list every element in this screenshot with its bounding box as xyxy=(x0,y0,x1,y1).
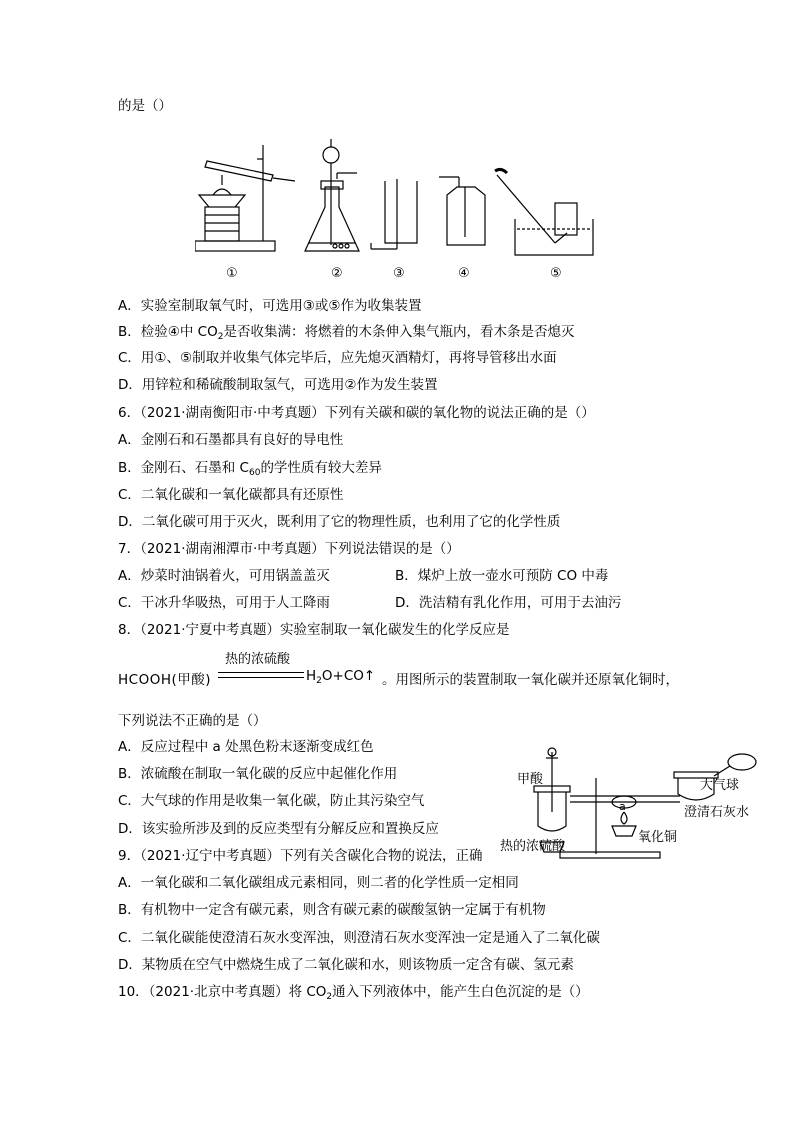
figure-label-2: ② xyxy=(331,266,343,281)
q6-option-d: D．二氧化碳可用于灭火，既利用了它的物理性质，也利用了它的化学性质 xyxy=(118,514,561,530)
fig-label-copper-oxide: 氧化铜 xyxy=(638,830,678,845)
fig-label-limewater: 澄清石灰水 xyxy=(684,805,750,820)
q5-apparatus-figure xyxy=(195,135,615,285)
q5-option-b: B．检验④中 $CO_2$是否收集满：将燃着的木条伸入集气瓶内，看木条是否熄灭 xyxy=(118,324,575,342)
fig-label-a: a xyxy=(619,800,626,813)
q6-option-a: A．金刚石和石墨都具有良好的导电性 xyxy=(118,432,344,448)
figure-label-3: ③ xyxy=(393,266,405,281)
q6-option-c: C．二氧化碳和一氧化碳都具有还原性 xyxy=(118,487,344,503)
q8-stem: 8．（2021·宁夏中考真题）实验室制取一氧化碳发生的化学反应是 xyxy=(118,622,510,638)
q8-equation xyxy=(118,648,718,688)
q8-stem2: 下列说法不正确的是（） xyxy=(118,713,267,729)
figure-label-1: ① xyxy=(226,266,238,281)
q7-option-b: B．煤炉上放一壶水可预防 CO 中毒 xyxy=(395,568,609,584)
q6-stem: 6．（2021·湖南衡阳市·中考真题）下列有关碳和碳的氧化物的说法正确的是（） xyxy=(118,405,595,421)
fig-label-formic-acid: 甲酸 xyxy=(517,772,544,787)
q9-option-a: A．一氧化碳和二氧化碳组成元素相同，则二者的化学性质一定相同 xyxy=(118,875,519,891)
eq-left: HCOOH(甲酸) xyxy=(118,672,212,688)
q7-option-c: C．干冰升华吸热，可用于人工降雨 xyxy=(118,595,330,611)
q5-option-a: A．实验室制取氧气时，可选用③或⑤作为收集装置 xyxy=(118,298,422,314)
figure-label-5: ⑤ xyxy=(550,266,562,281)
q8-option-c: C．大气球的作用是收集一氧化碳，防止其污染空气 xyxy=(118,793,425,809)
q5-option-d: D．用锌粒和稀硫酸制取氢气，可选用②作为发生装置 xyxy=(118,377,438,393)
q7-stem: 7．（2021·湖南湘潭市·中考真题）下列说法错误的是（） xyxy=(118,541,460,557)
q5-stem-tail: 的是（） xyxy=(118,98,172,114)
q8-option-b: B．浓硫酸在制取一氧化碳的反应中起催化作用 xyxy=(118,766,398,782)
fig-label-balloon: 大气球 xyxy=(700,778,740,793)
q9-option-d: D．某物质在空气中燃烧生成了二氧化碳和水，则该物质一定含有碳、氢元素 xyxy=(118,957,574,973)
eq-right: $H_2O+CO↑$ xyxy=(306,668,376,686)
q6-option-b: B．金刚石、石墨和 $C_{60}$的学性质有较大差异 xyxy=(118,460,382,478)
q8-option-a: A．反应过程中 a 处黑色粉末逐渐变成红色 xyxy=(118,739,374,755)
eq-condition: 热的浓硫酸 xyxy=(225,652,291,667)
q8-option-d: D．该实验所涉及到的反应类型有分解反应和置换反应 xyxy=(118,821,439,837)
eq-arrow xyxy=(218,672,304,678)
q7-option-a: A．炒菜时油锅着火，可用锅盖盖灭 xyxy=(118,568,330,584)
q9-stem: 9．（2021·辽宁中考真题）下列有关含碳化合物的说法，正确 xyxy=(118,848,483,864)
q10-stem: 10．（2021·北京中考真题）将 $CO_2$通入下列液体中，能产生白色沉淀的是（） xyxy=(118,984,589,1002)
q7-option-d: D．洗洁精有乳化作用，可用于去油污 xyxy=(395,595,622,611)
q9-option-c: C．二氧化碳能使澄清石灰水变浑浊，则澄清石灰水变浑浊一定是通入了二氧化碳 xyxy=(118,930,600,946)
fig-label-hot-sulfuric-acid: 热的浓硫酸 xyxy=(500,839,566,854)
figure-label-4: ④ xyxy=(458,266,470,281)
eq-tail: 。用图所示的装置制取一氧化碳并还原氧化铜时， xyxy=(382,672,679,688)
q9-option-b: B．有机物中一定含有碳元素，则含有碳元素的碳酸氢钠一定属于有机物 xyxy=(118,902,546,918)
q5-option-c: C．用①、⑤制取并收集气体完毕后，应先熄灭酒精灯，再将导管移出水面 xyxy=(118,350,557,366)
